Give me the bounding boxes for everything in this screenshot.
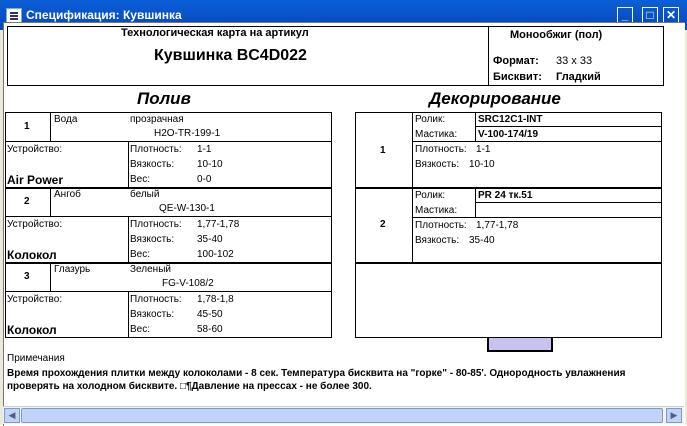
viscosity-value: 10-10 (469, 159, 495, 170)
weight-label: Вес: (130, 249, 151, 260)
weight-label: Вес: (130, 174, 151, 185)
close-button[interactable]: ✕ (663, 7, 679, 23)
device-label: Устройство: (7, 294, 63, 305)
cell-divider (50, 112, 51, 141)
cell-divider (5, 216, 332, 217)
cell-divider (412, 141, 662, 142)
weight-value: 100-102 (197, 249, 234, 260)
viscosity-label: Вязкость: (415, 235, 460, 246)
cell-divider (412, 217, 662, 218)
cell-divider (5, 141, 332, 142)
cell-divider (475, 202, 662, 203)
minimize-button[interactable]: _ (617, 7, 633, 23)
viscosity-label: Вязкость: (415, 159, 460, 170)
decor-heading: Декорирование (429, 89, 561, 108)
row-divider (355, 187, 662, 189)
density-label: Плотность: (415, 220, 467, 231)
viscosity-label: Вязкость: (130, 309, 175, 320)
weight-value: 58-60 (197, 324, 223, 335)
roller-value: PR 24 тк.51 (478, 190, 533, 201)
material-name: Вода (54, 114, 78, 125)
cell-divider (128, 141, 129, 187)
row-number: 2 (380, 219, 386, 230)
weight-label: Вес: (130, 324, 151, 335)
material-name: Ангоб (54, 189, 81, 200)
density-value: 1-1 (476, 144, 491, 155)
viscosity-value: 10-10 (197, 159, 223, 170)
device-name: Колокол (7, 323, 57, 337)
mastic-label: Мастика: (415, 205, 458, 216)
viscosity-label: Вязкость: (130, 234, 175, 245)
device-label: Устройство: (7, 219, 63, 230)
material-color: белый (130, 189, 160, 200)
row-number: 1 (380, 145, 386, 156)
cell-divider (128, 216, 129, 262)
glaze-heading: Полив (137, 89, 191, 108)
density-value: 1-1 (197, 144, 212, 155)
device-name: Air Power (7, 173, 64, 187)
material-color: Зеленый (130, 264, 171, 275)
viscosity-value: 45-50 (197, 309, 223, 320)
weight-value: 0-0 (197, 174, 212, 185)
row-number: 3 (24, 271, 30, 282)
notes-text: Время прохождения плитки между колоколами - 8 сек. Температура бисквита на "горке" - 80-85'. Однородность увлажнения проверять на холодном бисквите. □¶Давление на прессах - не более 300. (7, 368, 626, 392)
notes-label: Примечания (7, 353, 65, 364)
density-value: 1,77-1,78 (197, 219, 240, 230)
cell-divider (475, 126, 662, 127)
row-number: 1 (24, 121, 30, 132)
device-label: Устройство: (7, 144, 63, 155)
report-area (3, 22, 685, 426)
article-title: Кувшинка BC4D022 (154, 47, 307, 64)
row-number: 2 (24, 196, 30, 207)
density-value: 1,77-1,78 (476, 220, 519, 231)
roller-label: Ролик: (415, 114, 446, 125)
row-divider (355, 262, 662, 264)
material-code: H2O-TR-199-1 (154, 128, 221, 139)
scroll-thumb[interactable] (21, 408, 663, 423)
density-value: 1,78-1,8 (197, 294, 234, 305)
header-divider (488, 27, 489, 85)
format-value: 33 x 33 (556, 55, 593, 67)
roller-value: SRC12C1-INT (478, 114, 543, 125)
material-name: Глазурь (54, 264, 91, 275)
window-title: Спецификация: Кувшинка (26, 8, 182, 22)
cell-divider (412, 112, 413, 262)
mastic-value: V-100-174/19 (478, 129, 539, 140)
scroll-right-button[interactable]: ▶ (666, 408, 682, 423)
density-label: Плотность: (130, 144, 182, 155)
cell-divider (50, 188, 51, 216)
viscosity-value: 35-40 (469, 235, 495, 246)
mastic-label: Мастика: (415, 129, 458, 140)
material-code: QE-W-130-1 (159, 203, 215, 214)
report-subtitle: Технологическая карта на артикул (121, 27, 309, 39)
cell-divider (50, 263, 51, 291)
scroll-left-button[interactable]: ◀ (4, 408, 20, 423)
density-label: Плотность: (130, 219, 182, 230)
cell-divider (5, 291, 332, 292)
device-name: Колокол (7, 248, 57, 262)
density-label: Плотность: (130, 294, 182, 305)
biscuit-value: Гладкий (556, 71, 601, 83)
material-color: прозрачная (130, 114, 184, 125)
cell-divider (128, 291, 129, 338)
density-label: Плотность: (415, 144, 467, 155)
biscuit-label: Бисквит: (493, 71, 542, 83)
roller-label: Ролик: (415, 190, 446, 201)
maximize-button[interactable]: □ (642, 7, 658, 23)
material-code: FG-V-108/2 (162, 278, 214, 289)
viscosity-value: 35-40 (197, 234, 223, 245)
page-tab[interactable] (487, 338, 553, 352)
firing-type: Монообжиг (пол) (510, 29, 603, 41)
horizontal-scrollbar[interactable] (3, 406, 684, 424)
format-label: Формат: (493, 55, 539, 67)
cell-divider (475, 189, 476, 217)
viscosity-label: Вязкость: (130, 159, 175, 170)
